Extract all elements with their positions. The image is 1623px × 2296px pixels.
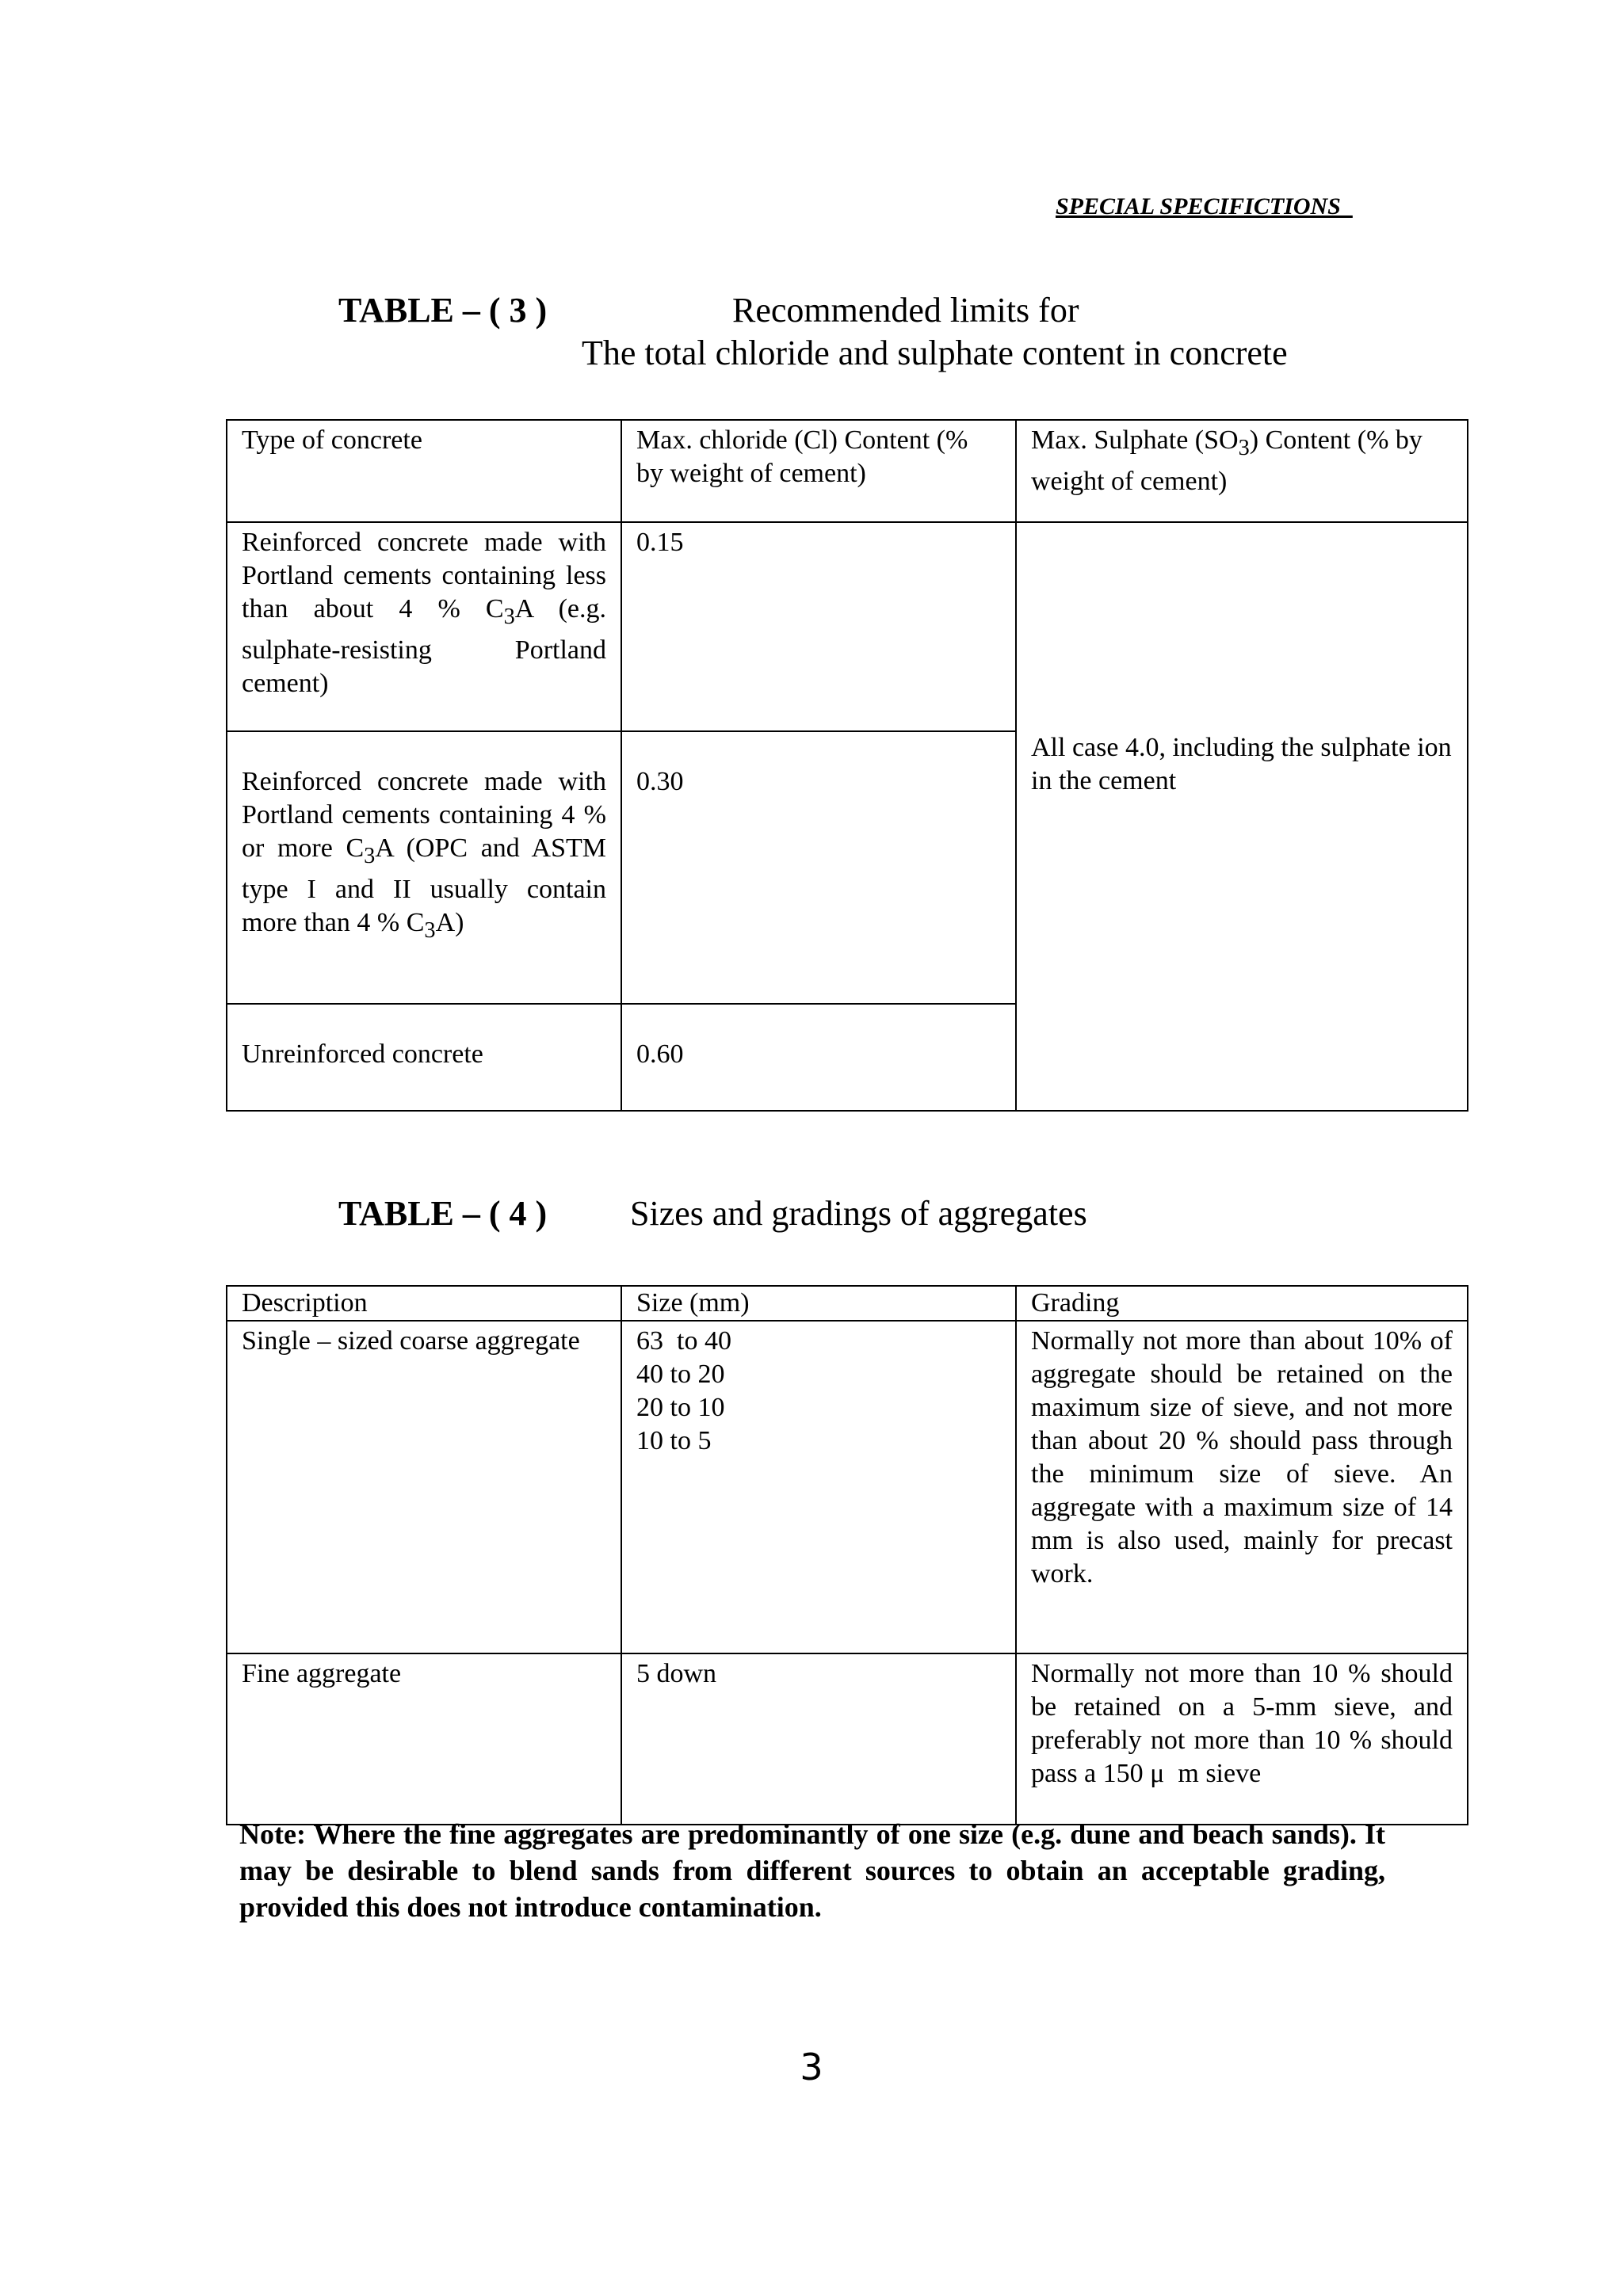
- type-text-sub: 3: [424, 917, 436, 943]
- type-text-post: A): [435, 907, 464, 937]
- sulphate-header-pre: Max. Sulphate (SO: [1031, 425, 1239, 455]
- aggregate-description-cell: Fine aggregate: [227, 1653, 621, 1825]
- header-size: Size (mm): [621, 1286, 1016, 1321]
- size-value: 10 to 5: [636, 1426, 712, 1455]
- aggregate-grading-table: [226, 1285, 1468, 1825]
- table3-label: TABLE – ( 3 ): [338, 291, 548, 330]
- header-max-chloride: Max. chloride (Cl) Content (% by weight of cement): [621, 420, 1016, 522]
- table4-title: Sizes and gradings of aggregates: [630, 1194, 1087, 1233]
- table-row: [227, 1653, 1468, 1825]
- type-text-mid: A (OPC and ASTM type I and II usually contain more than 4 % C: [242, 833, 606, 937]
- table3-title-line1: Recommended limits for: [732, 291, 1079, 330]
- chloride-sulphate-table: [226, 419, 1468, 1112]
- chloride-value-cell: 0.30: [621, 731, 1016, 1004]
- header-grading: Grading: [1016, 1286, 1468, 1321]
- page-number: 3: [800, 2046, 823, 2088]
- sulphate-header-sub: 3: [1238, 435, 1250, 460]
- grading-cell: Normally not more than 10 % should be retained on a 5-mm sieve, and preferably not more than 10 % should pass a 150 μ m sieve: [1016, 1653, 1468, 1825]
- type-text-sub: 3: [503, 604, 515, 629]
- size-value: 63 to 40: [636, 1326, 731, 1356]
- table-header-row: [227, 1286, 1468, 1321]
- running-header: SPECIAL SPECIFICTIONS: [1056, 193, 1353, 219]
- table-row: [227, 1321, 1468, 1653]
- sulphate-all-cases-text: All case 4.0, including the sulphate ion in the cement: [1031, 733, 1452, 795]
- grading-cell: Normally not more than about 10% of aggregate should be retained on the maximum size of sieve, and not more than about 20 % should pass through the minimum size of sieve. An aggregate with a maximum size of 14 mm is also used, mainly for precast work.: [1016, 1321, 1468, 1653]
- header-type-of-concrete: Type of concrete: [227, 420, 621, 522]
- sulphate-header-post: ) Content (% by weight of cement): [1031, 425, 1423, 496]
- type-text-pre: Reinforced concrete made with Portland cements containing less than about 4 % C: [242, 528, 606, 624]
- table-row: [227, 522, 1468, 731]
- sulphate-all-cases-cell: [1016, 522, 1468, 1111]
- chloride-value-cell: 0.60: [621, 1004, 1016, 1111]
- size-value: 20 to 10: [636, 1393, 725, 1422]
- type-text-post: A (e.g. sulphate-resisting Portland cement): [242, 594, 607, 698]
- type-text-sub: 3: [364, 843, 376, 868]
- table4-label: TABLE – ( 4 ): [338, 1194, 548, 1233]
- header-description: Description: [227, 1286, 621, 1321]
- header-max-sulphate: [1016, 420, 1468, 522]
- concrete-type-cell: [227, 731, 621, 1004]
- note-paragraph: Note: Where the fine aggregates are predominantly of one size (e.g. dune and beach sands). It may be desirable to blend sands from different sources to obtain an acceptable grading, provided this does not introduce contamination.: [239, 1818, 1385, 1923]
- aggregate-description-cell: Single – sized coarse aggregate: [227, 1321, 621, 1653]
- chloride-value-cell: 0.15: [621, 522, 1016, 731]
- table3-title-line2: The total chloride and sulphate content in concrete: [582, 334, 1288, 372]
- concrete-type-cell: [227, 522, 621, 731]
- table-header-row: [227, 420, 1468, 522]
- size-cell: [621, 1321, 1016, 1653]
- size-value: 40 to 20: [636, 1360, 725, 1389]
- concrete-type-cell: Unreinforced concrete: [227, 1004, 621, 1111]
- size-cell: [621, 1653, 1016, 1825]
- size-value: 5 down: [636, 1659, 717, 1688]
- type-text-pre: Reinforced concrete made with Portland cements containing 4 % or more C: [242, 767, 606, 863]
